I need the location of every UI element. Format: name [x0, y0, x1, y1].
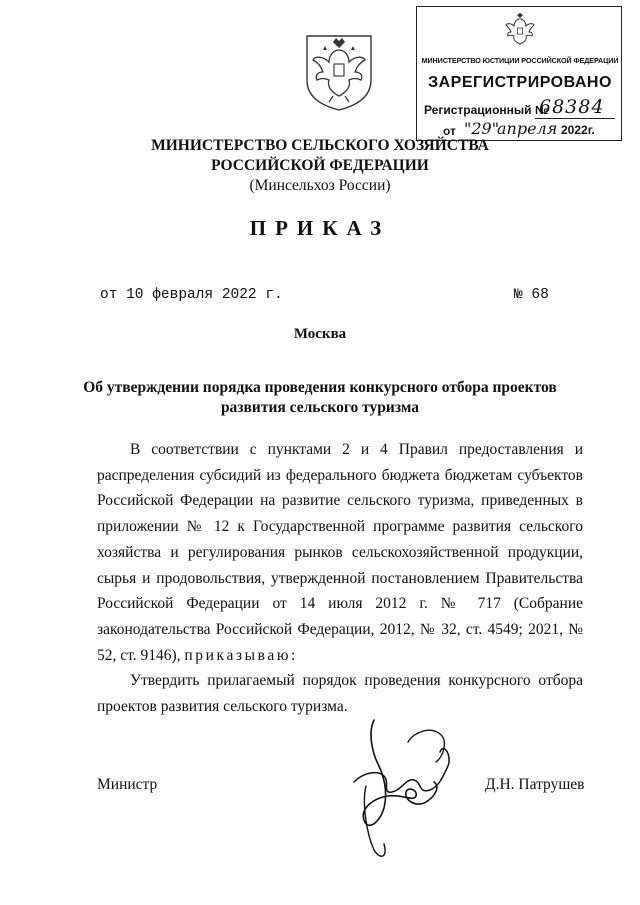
stamp-reg-number: 68384	[539, 96, 605, 118]
ministry-name-line1: МИНИСТЕРСТВО СЕЛЬСКОГО ХОЗЯЙСТВА	[151, 137, 489, 154]
document-type-heading: ПРИКАЗ	[249, 216, 391, 240]
handwritten-signature	[344, 712, 464, 862]
city: Москва	[293, 326, 347, 342]
coat-of-arms-emblem	[303, 30, 375, 112]
registration-stamp	[416, 6, 622, 141]
order-body	[97, 437, 583, 720]
stamp-date-day: "29"	[464, 119, 500, 138]
stamp-organization: МИНИСТЕРСТВО ЮСТИЦИИ РОССИЙСКОЙ ФЕДЕРАЦИИ	[421, 56, 619, 65]
order-directive: приказываю:	[184, 646, 298, 664]
stamp-reg-label: Регистрационный №	[424, 103, 549, 117]
body-paragraph-2: Утвердить прилагаемый порядок проведения конкурсного отбора проектов развития сельского туризма.	[97, 672, 583, 716]
stamp-status: ЗАРЕГИСТРИРОВАНО	[428, 74, 612, 91]
ministry-name-line2: РОССИЙСКОЙ ФЕДЕРАЦИИ	[211, 157, 429, 174]
body-paragraph-1	[97, 437, 583, 668]
body-paragraph-1-text: В соответствии с пунктами 2 и 4 Правил предоставления и распределения субсидий из федерального бюджета бюджетам субъектов Российской Федерации на развитие сельского туризма, приведенных в приложении № 12 к Государственной программе развития сельского хозяйства и регулирования рынков сельскохозяйственной продукции, сырья и продовольствия, утвержденной постановлением Правительства Российской Федерации от 14 июля 2012 г. № 717 (Собрание законодательства Российской Федерации, 2012, № 32, ст. 4549; 2021, № 52, ст. 9146),	[97, 441, 583, 664]
order-number: № 68	[514, 287, 549, 303]
stamp-date-year: 2022г.	[561, 123, 595, 137]
order-title-line1: Об утверждении порядка проведения конкурсного отбора проектов	[83, 379, 557, 396]
signatory-name: Д.Н. Патрушев	[485, 776, 585, 793]
ministry-short-name: (Минсельхоз России)	[249, 177, 391, 194]
order-title-line2: развития сельского туризма	[220, 399, 420, 416]
signatory-position: Министр	[97, 776, 158, 793]
stamp-date-prefix: от	[443, 124, 456, 138]
order-date: от 10 февраля 2022 г.	[100, 287, 283, 303]
stamp-date-month: апреля	[497, 119, 558, 138]
stamp-emblem	[503, 13, 537, 51]
